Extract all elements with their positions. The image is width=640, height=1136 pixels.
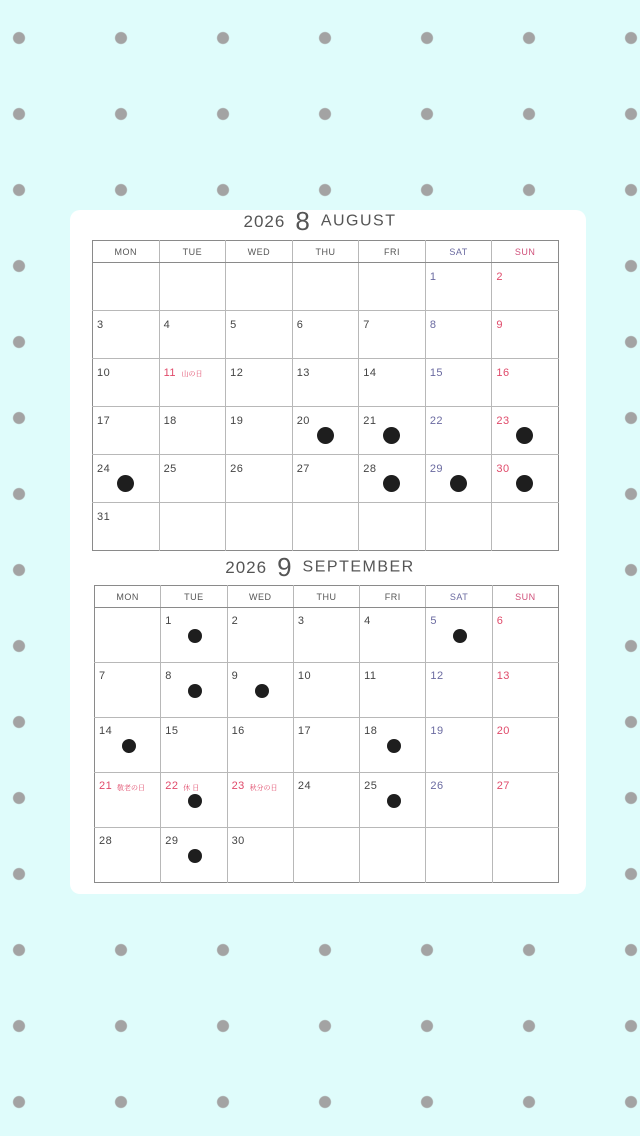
day-cell-20[interactable] xyxy=(292,407,359,455)
august-calendar-grid xyxy=(92,240,559,551)
day-number: 28 xyxy=(99,835,113,847)
event-marker-dot xyxy=(255,684,269,698)
day-cell-29[interactable] xyxy=(161,828,227,883)
day-cell-11[interactable] xyxy=(360,663,426,718)
event-marker-dot xyxy=(122,739,136,753)
day-cell-3[interactable] xyxy=(93,311,160,359)
day-cell-31[interactable] xyxy=(93,503,160,551)
day-cell-9[interactable] xyxy=(227,663,293,718)
week-row xyxy=(95,663,559,718)
event-marker-dot xyxy=(188,849,202,863)
day-cell-3[interactable] xyxy=(293,608,359,663)
day-cell-23[interactable] xyxy=(227,773,293,828)
day-cell-28[interactable] xyxy=(95,828,161,883)
day-number: 9 xyxy=(496,319,503,331)
empty-day-cell xyxy=(159,503,226,551)
empty-day-cell xyxy=(359,503,426,551)
day-cell-13[interactable] xyxy=(292,359,359,407)
empty-day-cell xyxy=(293,828,359,883)
week-row xyxy=(93,407,559,455)
day-cell-22[interactable] xyxy=(425,407,492,455)
day-number: 17 xyxy=(297,725,312,737)
day-number: 3 xyxy=(297,615,305,627)
september-name: SEPTEMBER xyxy=(302,558,415,576)
day-number: 1 xyxy=(165,615,172,627)
day-cell-16[interactable] xyxy=(227,718,293,773)
day-number: 11 xyxy=(364,670,377,682)
day-cell-2[interactable] xyxy=(227,608,293,663)
weekday-header-thu: THU xyxy=(293,586,359,608)
day-number: 12 xyxy=(430,670,444,682)
day-number: 1 xyxy=(429,271,437,283)
week-row xyxy=(93,359,559,407)
day-cell-18[interactable] xyxy=(159,407,226,455)
day-number: 25 xyxy=(364,780,378,792)
day-cell-25[interactable] xyxy=(159,455,226,503)
day-cell-1[interactable] xyxy=(425,263,492,311)
day-cell-29[interactable] xyxy=(425,455,492,503)
day-number: 3 xyxy=(97,319,104,331)
day-cell-17[interactable] xyxy=(93,407,160,455)
day-number: 20 xyxy=(296,415,310,427)
holiday-label: 秋分の日 xyxy=(249,785,278,792)
weekday-header-sat: SAT xyxy=(425,241,492,263)
day-cell-12[interactable] xyxy=(426,663,492,718)
empty-day-cell xyxy=(226,503,293,551)
day-number: 24 xyxy=(97,463,111,475)
september-calendar-grid xyxy=(94,585,559,883)
empty-day-cell xyxy=(93,263,160,311)
day-cell-8[interactable] xyxy=(425,311,492,359)
event-marker-dot xyxy=(450,475,467,492)
day-number: 30 xyxy=(231,835,245,847)
day-number: 22 xyxy=(429,415,444,427)
day-cell-26[interactable] xyxy=(426,773,492,828)
august-title xyxy=(0,206,640,237)
day-cell-21[interactable] xyxy=(95,773,161,828)
event-marker-dot xyxy=(383,475,400,492)
day-number: 7 xyxy=(99,670,106,682)
day-number: 24 xyxy=(297,780,312,792)
day-number: 29 xyxy=(429,463,444,475)
day-number: 13 xyxy=(296,367,310,379)
day-cell-13[interactable] xyxy=(492,663,558,718)
day-cell-19[interactable] xyxy=(226,407,293,455)
day-cell-4[interactable] xyxy=(159,311,226,359)
week-row xyxy=(93,263,559,311)
empty-day-cell xyxy=(359,263,426,311)
weekday-header-sun: SUN xyxy=(492,586,558,608)
holiday-label: 山の日 xyxy=(181,371,203,378)
day-number: 12 xyxy=(230,367,244,379)
day-number: 6 xyxy=(496,615,504,627)
day-number: 2 xyxy=(231,615,239,627)
day-number: 23 xyxy=(231,780,245,792)
day-cell-19[interactable] xyxy=(426,718,492,773)
day-cell-27[interactable] xyxy=(492,773,558,828)
day-cell-22[interactable] xyxy=(161,773,227,828)
week-row xyxy=(93,311,559,359)
weekday-header-sun: SUN xyxy=(492,241,559,263)
day-number: 29 xyxy=(165,835,179,847)
day-cell-23[interactable] xyxy=(492,407,559,455)
event-marker-dot xyxy=(516,427,533,444)
day-cell-17[interactable] xyxy=(293,718,359,773)
august-year: 2026 xyxy=(243,211,286,231)
day-cell-15[interactable] xyxy=(425,359,492,407)
august-number: 8 xyxy=(295,206,311,236)
weekday-header-wed: WED xyxy=(226,241,293,263)
day-number: 8 xyxy=(165,670,172,682)
weekday-header-mon: MON xyxy=(93,241,160,263)
day-cell-5[interactable] xyxy=(226,311,293,359)
empty-day-cell xyxy=(360,828,426,883)
september-year: 2026 xyxy=(225,557,268,577)
weekday-header-fri: FRI xyxy=(359,241,426,263)
day-cell-10[interactable] xyxy=(93,359,160,407)
day-number: 19 xyxy=(430,725,444,737)
weekday-header-sat: SAT xyxy=(426,586,492,608)
day-cell-11[interactable] xyxy=(159,359,226,407)
day-cell-26[interactable] xyxy=(226,455,293,503)
day-number: 21 xyxy=(99,780,113,792)
empty-day-cell xyxy=(95,608,161,663)
weekday-header-tue: TUE xyxy=(161,586,227,608)
day-cell-6[interactable] xyxy=(292,311,359,359)
weekday-header-fri: FRI xyxy=(360,586,426,608)
day-number: 21 xyxy=(363,415,377,427)
empty-day-cell xyxy=(426,828,492,883)
day-cell-24[interactable] xyxy=(293,773,359,828)
day-cell-2[interactable] xyxy=(492,263,559,311)
day-number: 14 xyxy=(363,367,377,379)
day-number: 25 xyxy=(163,463,177,475)
week-row xyxy=(95,773,559,828)
empty-day-cell xyxy=(159,263,226,311)
holiday-label: 敬老の日 xyxy=(117,785,145,792)
empty-day-cell xyxy=(292,503,359,551)
day-cell-1[interactable] xyxy=(161,608,227,663)
day-cell-8[interactable] xyxy=(161,663,227,718)
day-cell-7[interactable] xyxy=(359,311,426,359)
day-cell-30[interactable] xyxy=(492,455,559,503)
day-cell-15[interactable] xyxy=(161,718,227,773)
weekday-header-thu: THU xyxy=(292,241,359,263)
day-cell-14[interactable] xyxy=(359,359,426,407)
day-number: 19 xyxy=(230,415,244,427)
day-number: 31 xyxy=(97,511,111,523)
day-number: 7 xyxy=(363,319,370,331)
day-cell-20[interactable] xyxy=(492,718,558,773)
day-number: 23 xyxy=(496,415,510,427)
event-marker-dot xyxy=(117,475,134,492)
september-title xyxy=(0,552,640,583)
week-row xyxy=(95,718,559,773)
day-number: 26 xyxy=(430,780,444,792)
day-cell-6[interactable] xyxy=(492,608,558,663)
day-number: 22 xyxy=(165,780,179,792)
weekday-header-wed: WED xyxy=(227,586,293,608)
day-cell-4[interactable] xyxy=(360,608,426,663)
empty-day-cell xyxy=(492,828,558,883)
day-cell-7[interactable] xyxy=(95,663,161,718)
event-marker-dot xyxy=(453,629,467,643)
empty-day-cell xyxy=(492,503,559,551)
day-number: 10 xyxy=(297,670,312,682)
day-cell-10[interactable] xyxy=(293,663,359,718)
week-row xyxy=(93,455,559,503)
day-number: 4 xyxy=(364,615,371,627)
event-marker-dot xyxy=(188,629,202,643)
day-number: 13 xyxy=(496,670,510,682)
day-cell-28[interactable] xyxy=(359,455,426,503)
weekday-header-tue: TUE xyxy=(159,241,226,263)
day-number: 30 xyxy=(496,463,510,475)
event-marker-dot xyxy=(387,794,401,808)
day-number: 5 xyxy=(230,319,237,331)
day-cell-9[interactable] xyxy=(492,311,559,359)
day-cell-24[interactable] xyxy=(93,455,160,503)
day-cell-27[interactable] xyxy=(292,455,359,503)
day-number: 5 xyxy=(430,615,438,627)
day-number: 16 xyxy=(496,367,510,379)
day-number: 4 xyxy=(163,319,171,331)
event-marker-dot xyxy=(383,427,400,444)
day-cell-14[interactable] xyxy=(95,718,161,773)
week-row xyxy=(93,503,559,551)
holiday-label: 休 日 xyxy=(183,785,200,792)
day-number: 28 xyxy=(363,463,377,475)
day-number: 16 xyxy=(231,725,245,737)
day-cell-12[interactable] xyxy=(226,359,293,407)
day-number: 10 xyxy=(97,367,111,379)
day-number: 15 xyxy=(165,725,179,737)
event-marker-dot xyxy=(188,684,202,698)
day-cell-5[interactable] xyxy=(426,608,492,663)
day-cell-30[interactable] xyxy=(227,828,293,883)
day-number: 2 xyxy=(496,271,503,283)
day-cell-21[interactable] xyxy=(359,407,426,455)
week-row xyxy=(95,828,559,883)
week-row xyxy=(95,608,559,663)
empty-day-cell xyxy=(425,503,492,551)
september-number: 9 xyxy=(277,552,293,582)
day-cell-16[interactable] xyxy=(492,359,559,407)
day-number: 9 xyxy=(231,670,239,682)
day-number: 8 xyxy=(429,319,437,331)
day-number: 27 xyxy=(296,463,310,475)
day-cell-18[interactable] xyxy=(360,718,426,773)
event-marker-dot xyxy=(188,794,202,808)
day-number: 20 xyxy=(496,725,510,737)
empty-day-cell xyxy=(226,263,293,311)
day-cell-25[interactable] xyxy=(360,773,426,828)
day-number: 14 xyxy=(99,725,113,737)
event-marker-dot xyxy=(317,427,334,444)
august-name: AUGUST xyxy=(320,212,397,230)
day-number: 18 xyxy=(364,725,378,737)
day-number: 6 xyxy=(296,319,304,331)
day-number: 27 xyxy=(496,780,510,792)
empty-day-cell xyxy=(292,263,359,311)
event-marker-dot xyxy=(387,739,401,753)
day-number: 18 xyxy=(163,415,177,427)
weekday-header-mon: MON xyxy=(95,586,161,608)
day-number: 11 xyxy=(163,367,176,379)
day-number: 17 xyxy=(97,415,111,427)
event-marker-dot xyxy=(516,475,533,492)
day-number: 26 xyxy=(230,463,244,475)
day-number: 15 xyxy=(429,367,444,379)
